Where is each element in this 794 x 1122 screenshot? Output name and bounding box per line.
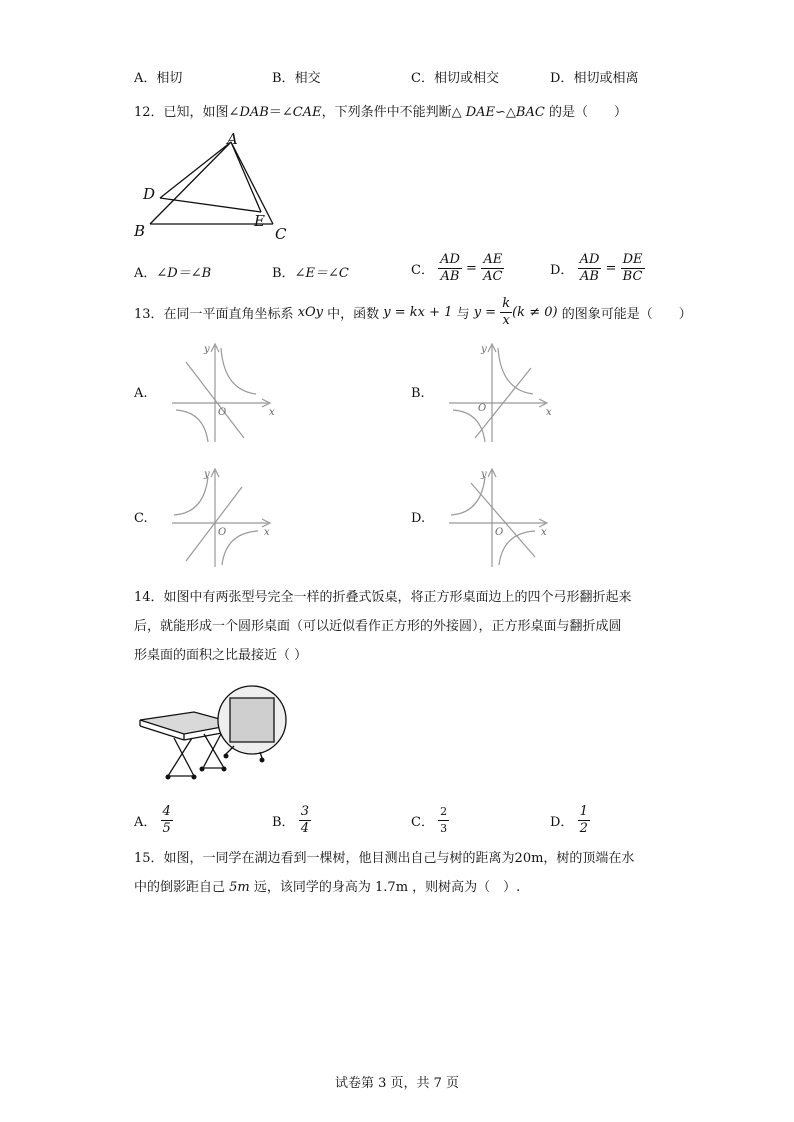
stem-math: BAC [515,105,545,120]
vertex-label-d: D [143,185,156,203]
numerator: 1 [579,804,588,819]
q13-graph-c [158,463,283,573]
numerator: 4 [162,804,171,819]
segment-ad [160,142,231,198]
vertex-label-e: E [254,212,265,230]
stem-text: 已知，如图∠ [163,105,240,120]
vertex-label-b: B [134,222,146,240]
option-letter: A． [134,266,157,281]
q13-stem [134,296,692,329]
numerator: AD [579,252,600,267]
page-footer: 试卷第 3 页，共 7 页 [334,1076,460,1091]
stem-text: 的图象可能是（ ） [557,307,692,322]
vertex-label-c: C [275,225,287,243]
option-text: 相切或相交 [433,71,499,86]
q14-option-d [550,804,590,837]
x-axis-label: x [264,527,270,538]
q13-option-c-letter: C. [134,511,148,526]
option-letter: C． [411,815,434,830]
stem-line: 形桌面的面积之比最接近（ ） [134,648,308,663]
hyperbola-branch [221,348,256,394]
q12-stem [134,101,627,120]
equals-sign: = [466,261,477,276]
q12-triangle-figure [128,130,298,245]
origin-label: O [478,403,487,414]
stem-line [134,844,674,873]
option-text: ∠E＝∠C [294,266,349,281]
stem-text: ，下列条件中不能判断 [321,105,452,120]
q14-folding-table-figure [134,680,294,790]
question-number: 15． [134,851,164,866]
y-axis-label: y [204,344,210,355]
q13-option-b-letter: B. [411,386,425,401]
stem-text: 中的倒影距自己 [134,880,230,895]
q13-graph-d [435,463,560,573]
stem-line [134,873,674,902]
denominator: AC [483,269,503,284]
table-leg [226,746,234,754]
question-number: 12． [134,105,164,120]
q12-option-d [550,252,645,285]
q14-option-b [272,804,311,837]
fraction [438,804,449,837]
origin-label: O [218,407,227,418]
fraction [299,804,311,837]
x-axis-label: x [546,407,552,418]
line-graph [471,483,535,557]
hyperbola-branch [176,410,208,442]
q13-option-a-letter: A. [134,386,148,401]
stem-math: xOy [297,305,324,320]
option-letter: B． [272,71,295,86]
equals-sign: = [605,261,617,276]
option-text: 相交 [294,71,321,86]
stem-text: 如图，一同学在湖边看到一棵树，他目测出自己与树的距离为20m，树的顶端在水 [163,851,635,866]
y-axis-label: y [481,469,487,480]
q15-stem [134,844,674,902]
denominator: 2 [579,821,588,836]
x-axis-label: x [541,527,547,538]
q14-option-c [411,804,449,837]
stem-math: (k ≠ 0) [512,305,558,320]
stem-text: △ [451,105,466,120]
denominator: AB [440,269,460,284]
stem-text: 在同一平面直角坐标系 [163,307,298,322]
question-number: 13． [134,307,164,322]
fraction [481,252,504,285]
stem-math: CAE [292,105,322,120]
option-letter: D． [550,263,574,278]
denominator: 5 [162,821,171,836]
q11-option-c [411,67,499,86]
q12-option-c [411,252,504,285]
option-text: 相切或相离 [573,71,639,86]
table-leg [202,732,222,770]
hyperbola-branch [222,531,258,565]
table-leg [174,738,194,776]
numerator: k [502,296,511,311]
line-graph [186,487,242,561]
fraction [500,296,512,329]
q13-graph-a [158,338,283,448]
origin-label: O [495,527,504,538]
q12-option-b [272,262,349,281]
option-letter: B． [272,266,295,281]
segment-ae [231,142,261,212]
y-axis-label: y [204,469,210,480]
fraction [161,804,173,837]
table-leg [204,734,224,768]
q14-option-a [134,804,173,837]
q11-option-b [272,67,321,86]
inscribed-square [230,698,274,742]
option-letter: A． [134,71,157,86]
stem-math: DAE [465,105,496,120]
q13-graph-b [435,338,560,448]
fraction [578,804,590,837]
vertex-label-a: A [227,130,238,148]
q11-option-a [134,67,182,86]
q13-option-d-letter: D. [411,511,426,526]
segment-ac [231,142,273,224]
stem-text: ∽△ [495,105,516,120]
option-letter: C． [411,263,434,278]
fraction [438,252,462,285]
numerator: 3 [300,804,309,819]
option-letter: C． [411,71,434,86]
segment-de [160,198,261,212]
hyperbola-branch [453,410,485,442]
stem-line [134,583,674,612]
stem-text: 远，该同学的身高为 1.7m ，则树高为（ ）. [249,880,521,895]
denominator: 4 [300,821,309,836]
option-letter: A． [134,815,157,830]
numerator: AE [481,252,504,269]
x-axis-label: x [269,407,275,418]
denominator: x [502,313,510,328]
stem-text: 的是（ ） [544,105,627,120]
option-letter: D． [550,815,574,830]
hyperbola-branch [174,477,208,515]
hyperbola-branch [451,477,485,515]
option-text: ∠D＝∠B [156,266,212,281]
denominator: BC [622,269,643,284]
table-leg [168,738,192,776]
denominator: 3 [440,822,448,835]
fraction [578,252,602,285]
option-letter: B． [272,815,295,830]
option-letter: D． [550,71,574,86]
numerator: DE [622,252,643,267]
numerator: 2 [438,804,449,821]
q14-stem [134,583,674,670]
q12-option-a [134,262,211,281]
question-number: 14． [134,590,164,605]
stem-math: y = kx + 1 [383,305,453,320]
stem-math: DAB [239,105,269,120]
numerator: AD [440,252,460,267]
segment-ab [150,142,231,224]
y-axis-label: y [481,344,487,355]
origin-label: O [218,527,227,538]
stem-text: 中，函数 [323,307,384,322]
fraction [621,252,645,285]
stem-text: ＝∠ [268,105,293,120]
stem-math: 5m [229,880,250,895]
stem-math: y = [473,305,501,320]
stem-text: 如图中有两张型号完全一样的折叠式饭桌，将正方形桌面边上的四个弓形翻折起来 [163,590,632,605]
option-text: 相切 [156,71,183,86]
denominator: AB [580,269,599,284]
stem-text: 与 [452,307,474,322]
q11-option-d [550,67,638,86]
stem-line: 后，就能形成一个圆形桌面（可以近似看作正方形的外接圆），正方形桌面与翻折成圆 [134,619,622,634]
